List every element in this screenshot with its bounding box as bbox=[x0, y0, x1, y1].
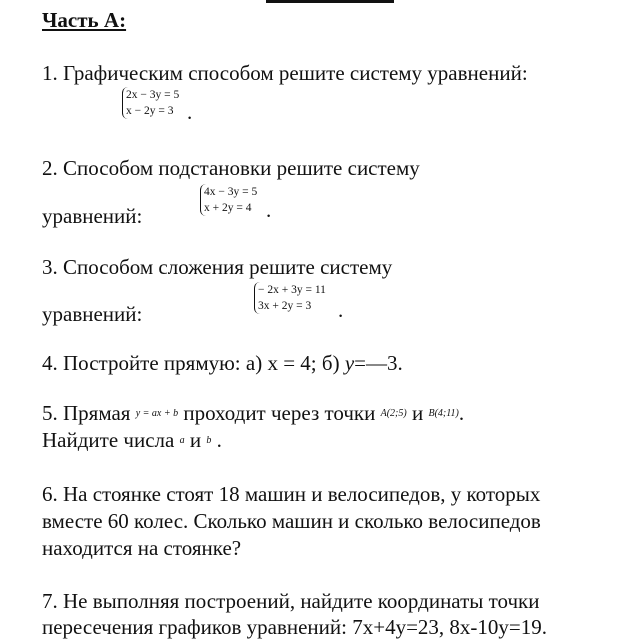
text: и bbox=[411, 401, 424, 425]
cut-off-title-underline bbox=[266, 0, 394, 3]
task-4-text: 4. Постройте прямую: а) x = 4; б) bbox=[42, 351, 345, 375]
text: . bbox=[458, 401, 465, 425]
equation: 3x + 2y = 3 bbox=[258, 300, 312, 312]
equation: x + 2y = 4 bbox=[204, 202, 252, 214]
task-4-suffix: =—3. bbox=[354, 351, 403, 375]
task-1-system bbox=[122, 87, 179, 119]
period: . bbox=[338, 298, 344, 322]
text: 5. Прямая bbox=[42, 401, 131, 425]
formula: y = ax + b bbox=[135, 408, 179, 419]
text: Найдите числа bbox=[42, 428, 175, 452]
equation: − 2x + 3y = 11 bbox=[258, 284, 326, 296]
task-6-line2: вместе 60 колес. Сколько машин и сколько велосипедов bbox=[42, 509, 541, 533]
task-6-line1: 6. На стоянке стоят 18 машин и велосипедов, у которых bbox=[42, 482, 541, 506]
task-5-line1 bbox=[42, 401, 464, 426]
point-b: B(4;11) bbox=[428, 408, 459, 419]
period: . bbox=[187, 100, 193, 124]
point-a: A(2;5) bbox=[380, 408, 407, 419]
task-2-line1: 2. Способом подстановки решите систему bbox=[42, 156, 420, 180]
task-5-line2 bbox=[42, 428, 222, 453]
task-1: 1. Графическим способом решите систему уравнений: bbox=[42, 61, 528, 85]
task-2-line2: уравнений: bbox=[42, 204, 143, 228]
variable-b: b bbox=[206, 435, 212, 446]
task-7-line1: 7. Не выполняя построений, найдите координаты точки bbox=[42, 589, 540, 613]
text: . bbox=[216, 428, 222, 452]
task-3-line2: уравнений: bbox=[42, 302, 143, 326]
equation: 4x − 3y = 5 bbox=[204, 186, 258, 198]
period: . bbox=[266, 198, 272, 222]
variable-y: y bbox=[344, 351, 355, 375]
text: и bbox=[189, 428, 202, 452]
task-3-system bbox=[254, 282, 326, 314]
text: проходит через точки bbox=[183, 401, 376, 425]
task-2-system bbox=[200, 184, 257, 216]
task-3-line1: 3. Способом сложения решите систему bbox=[42, 255, 393, 279]
task-4 bbox=[42, 351, 403, 375]
section-title: Часть А: bbox=[42, 8, 127, 32]
variable-a: a bbox=[179, 435, 185, 446]
task-6-line3: находится на стоянке? bbox=[42, 536, 242, 560]
equation: x − 2y = 3 bbox=[126, 105, 174, 117]
equation: 2x − 3y = 5 bbox=[126, 89, 180, 101]
task-7-line2: пересечения графиков уравнений: 7x+4y=23, 8x-10y=19. bbox=[42, 615, 547, 639]
